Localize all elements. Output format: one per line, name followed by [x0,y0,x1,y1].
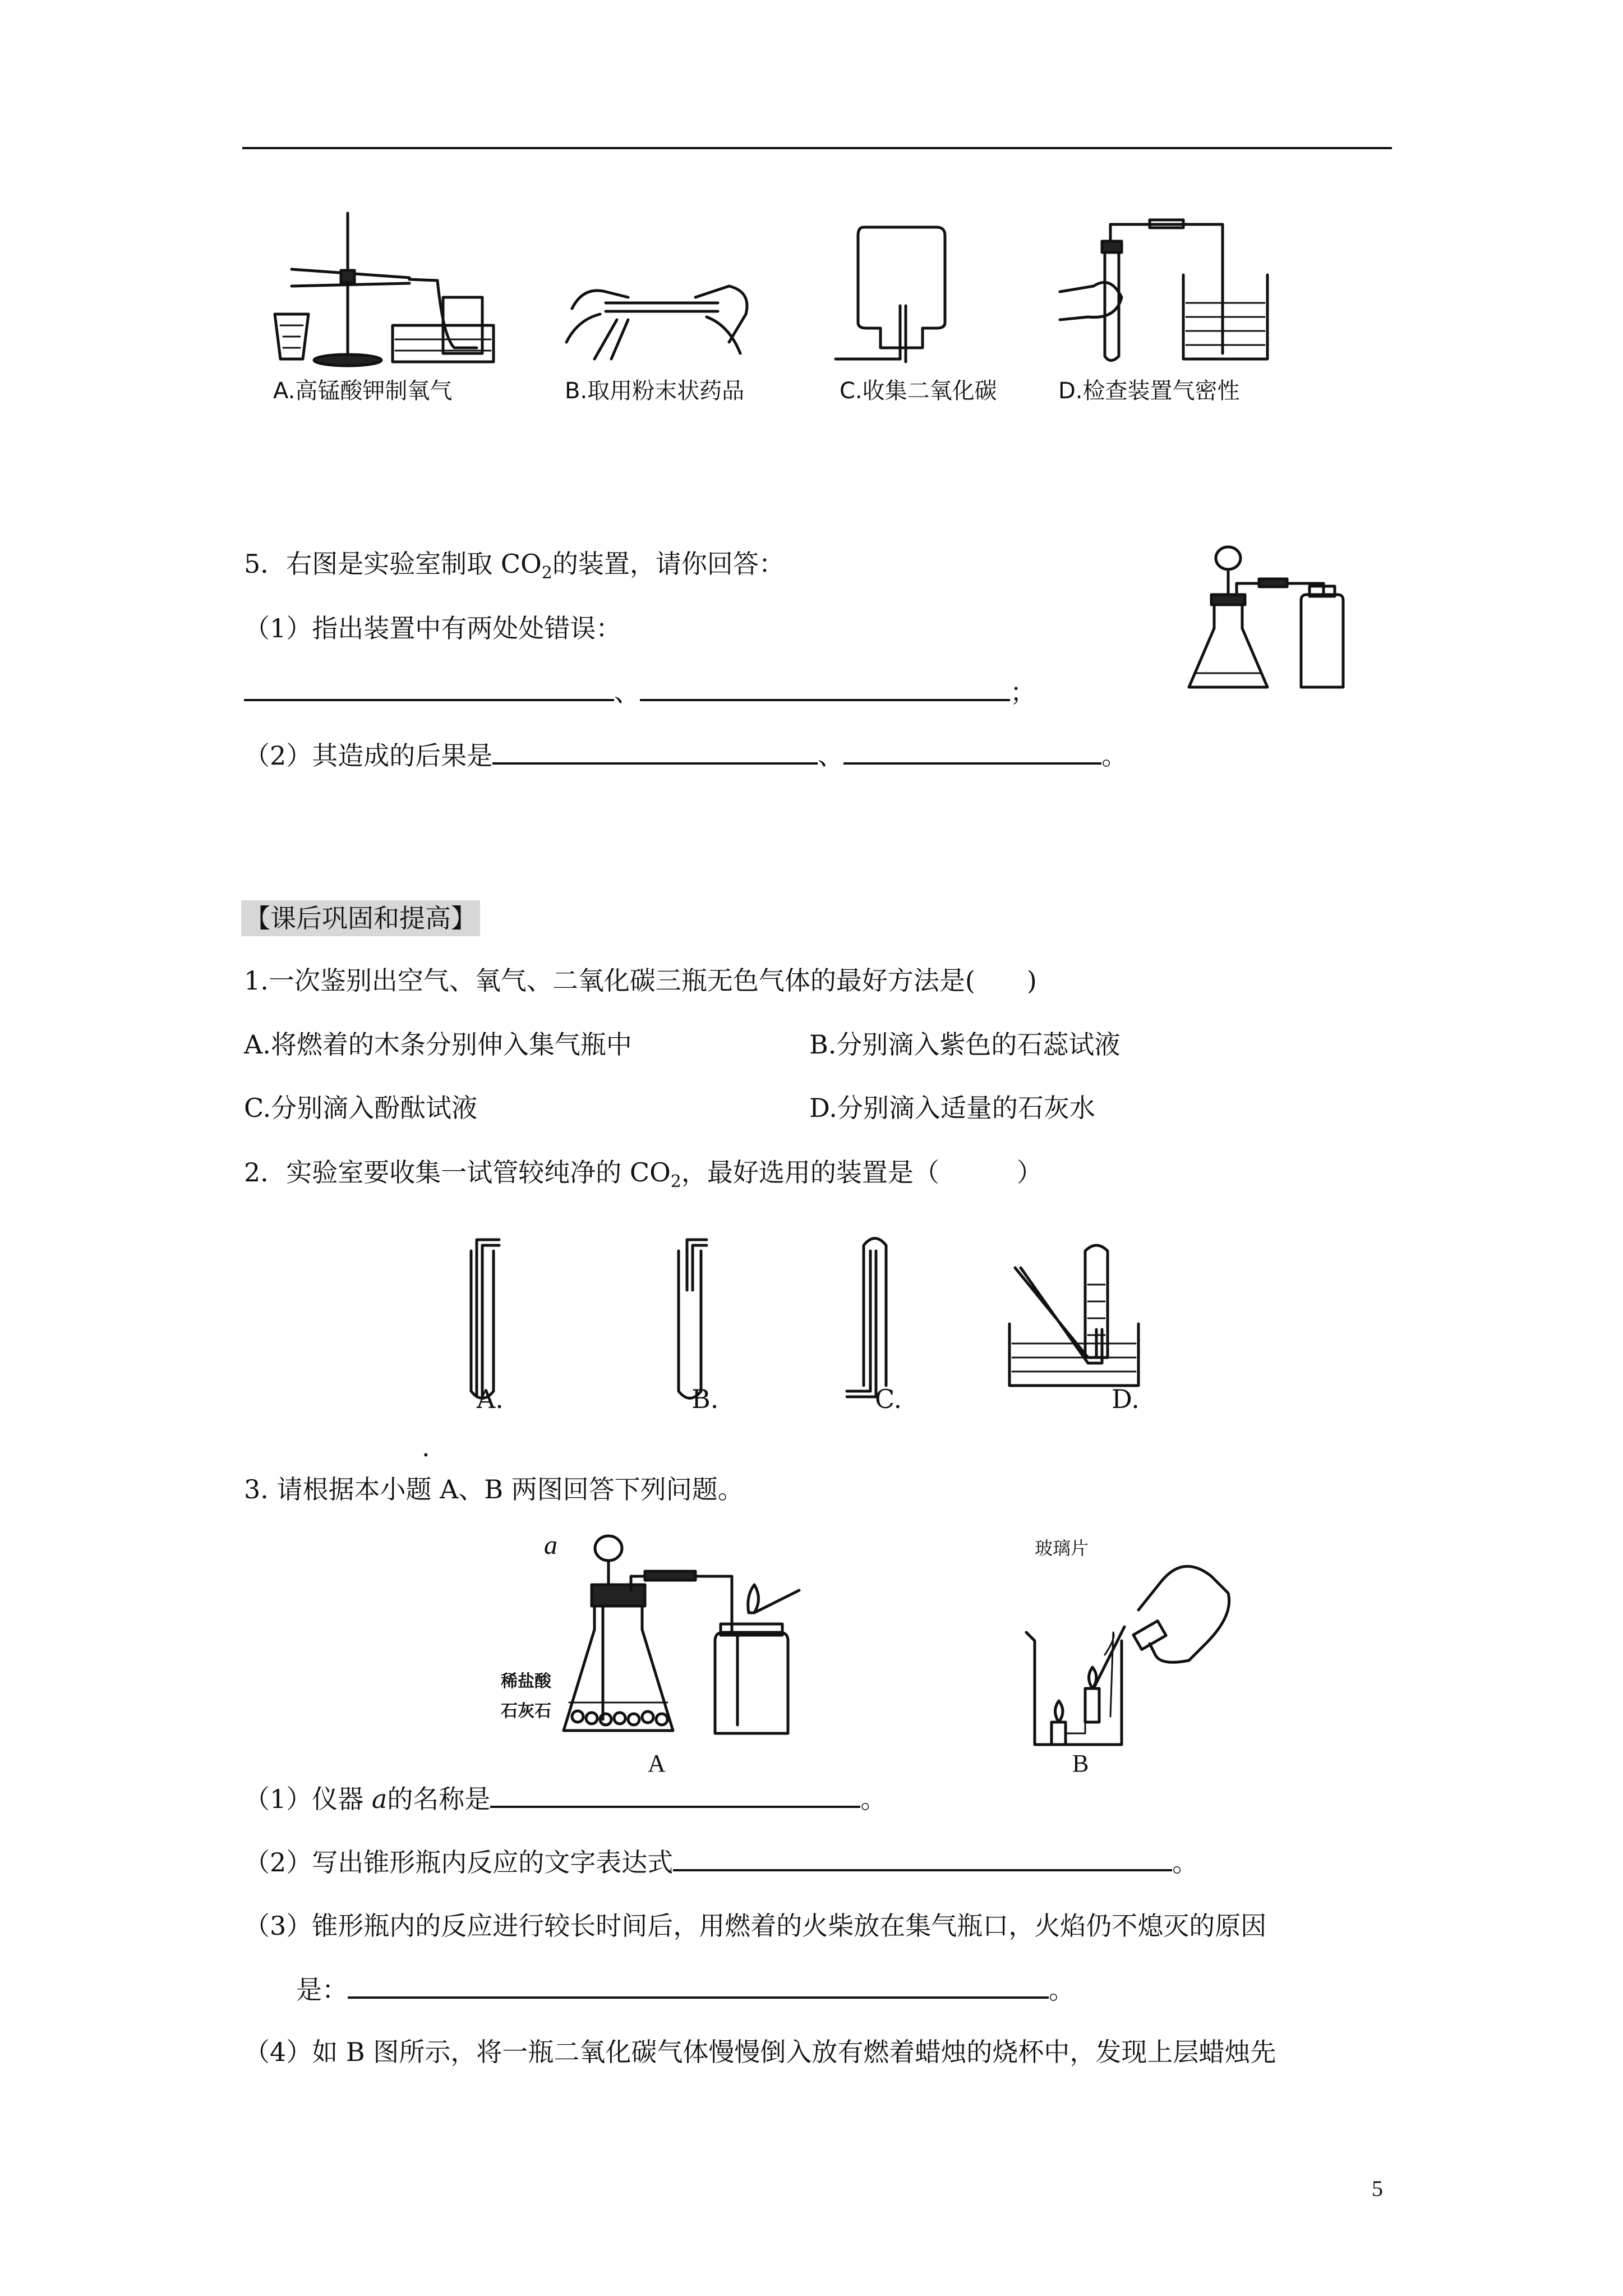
page-number: 5 [1372,2176,1383,2201]
mc1-stem: 1.一次鉴别出空气、氧气、二氧化碳三瓶无色气体的最好方法是( ) [244,965,1037,996]
q3-stem: 3. 请根据本小题 A、B 两图回答下列问题。 [244,1474,744,1504]
q5-answer-line1: 、 ； [244,674,1036,709]
figure-a-label-acid: 稀盐酸 [501,1672,551,1691]
figure-a-label-a: a [544,1530,557,1560]
q5-part2: （2）其造成的后果是 、 。 [244,738,1127,772]
figure-c-caption: C.收集二氧化碳 [840,378,997,404]
header-rule [242,147,1392,149]
figure-a-label-limestone: 石灰石 [501,1701,551,1721]
mc1-option-b: B.分别滴入紫色的石蕊试液 [809,1029,1121,1060]
mc2-option-a-figure [449,1228,516,1408]
answer-blank[interactable] [843,738,1101,765]
figure-c-co2-collection [830,222,965,367]
q5-stem: 5．右图是实验室制取 $CO_2$的装置，请你回答： [244,549,785,583]
mc2-label-a: A. [477,1384,504,1414]
mc2-option-b-figure [656,1228,723,1408]
q3-part3-answer: 是： 。 [296,1972,1075,2007]
q3-figure-a-apparatus [552,1529,833,1753]
figure-b-powder-handling [561,264,763,365]
figure-b-label-glass: 玻璃片 [1035,1538,1089,1559]
section-title: 【课后巩固和提高】 [241,900,480,936]
mc2-label-b: B. [691,1384,719,1414]
answer-blank[interactable] [348,1972,1049,1999]
stray-dot: . [422,1432,430,1462]
mc2-option-c-figure [836,1228,903,1408]
mc2-label-d: D. [1112,1384,1140,1414]
figure-a-caption: A [648,1750,666,1777]
answer-blank[interactable] [673,1844,1172,1871]
q3-part4: （4）如 B 图所示，将一瓶二氧化碳气体慢慢倒入放有燃着蜡烛的烧杯中，发现上层蜡烛先 [244,2037,1276,2067]
mc2-label-c: C. [875,1384,902,1414]
figure-a-kmno4-apparatus [269,213,505,370]
q3-figure-b-co2-pouring [1021,1548,1234,1750]
mc1-option-d: D.分别滴入适量的石灰水 [809,1093,1095,1123]
q5-apparatus-figure [1183,539,1346,701]
mc1-option-a: A.将燃着的木条分别伸入集气瓶中 [244,1029,632,1060]
mc1-option-c: C.分别滴入酚酞试液 [244,1093,478,1123]
q3-part1: （1）仪器 a的名称是 。 [244,1781,886,1816]
figure-d-airtightness-check [1054,213,1290,370]
mc2-stem: 2．实验室要收集一试管较纯净的 $CO_2$，最好选用的装置是（ ） [244,1157,1043,1192]
answer-blank[interactable] [640,674,1010,701]
mc2-option-d-figure [1004,1245,1144,1397]
figure-a-caption: A.高锰酸钾制氧气 [273,378,453,404]
answer-blank[interactable] [490,1781,860,1808]
answer-blank[interactable] [244,674,614,701]
q3-part3: （3）锥形瓶内的反应进行较长时间后，用燃着的火柴放在集气瓶口，火焰仍不熄灭的原因 [244,1911,1267,1941]
figure-b-caption: B [1072,1750,1089,1777]
figure-d-caption: D.检查装置气密性 [1058,378,1240,404]
figure-b-caption: B.取用粉末状药品 [565,378,745,404]
q5-part1: （1）指出装置中有两处处错误： [244,613,622,643]
q3-part2: （2）写出锥形瓶内反应的文字表达式 。 [244,1844,1198,1879]
answer-blank[interactable] [492,738,818,765]
